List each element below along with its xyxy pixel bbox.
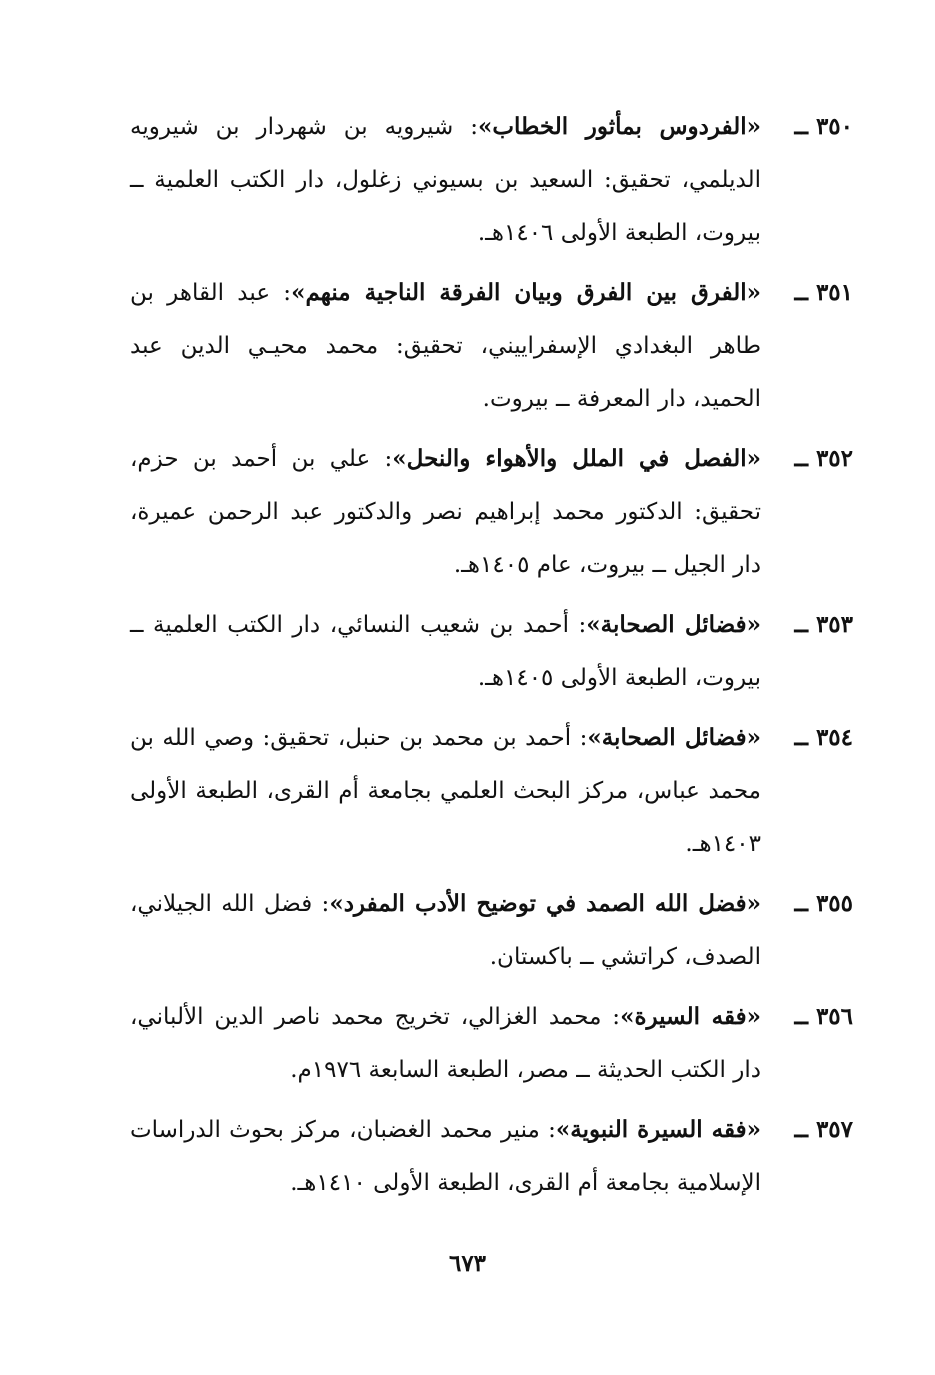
bibliography-entry-354 — [130, 711, 853, 871]
entry-title: «الفرق بين الفرق وبيان الفرقة الناجية منهم» — [291, 279, 761, 306]
page-number: ٦٧٣ — [448, 1250, 487, 1277]
entry-title: «الفصل في الملل والأهواء والنحل» — [392, 445, 761, 472]
bibliography-entry-352 — [130, 432, 853, 592]
entry-number: ٣٥٧ ــ — [794, 1116, 853, 1143]
entry-number: ٣٥٣ ــ — [794, 611, 853, 638]
entry-number: ٣٥٥ ــ — [794, 890, 853, 917]
bibliography-list — [130, 100, 853, 1210]
entry-text: : محمد الغزالي، تخريج محمد ناصر الدين الألباني، دار الكتب الحديثة ــ مصر، الطبعة السابعة ١٩٧٦م. — [130, 1004, 761, 1083]
entry-text: : شيرويه بن شهردار بن شيرويه الديلمي، تحقيق: السعيد بن بسيوني زغلول، دار الكتب العلمية ــ بيروت، الطبعة الأولى ١٤٠٦هـ. — [130, 114, 761, 246]
entry-title: «الفردوس بمأثور الخطاب» — [477, 113, 761, 140]
entry-text: : أحمد بن محمد بن حنبل، تحقيق: وصي الله بن محمد عباس، مركز البحث العلمي بجامعة أم القرى، الطبعة الأولى ١٤٠٣هـ. — [130, 725, 761, 857]
entry-text: : منير محمد الغضبان، مركز بحوث الدراسات الإسلامية بجامعة أم القرى، الطبعة الأولى ١٤١٠هـ. — [130, 1117, 761, 1196]
entry-number: ٣٥٠ ــ — [794, 113, 853, 140]
entry-title: «فضائل الصحابة» — [586, 611, 761, 638]
entry-text: : علي بن أحمد بن حزم، تحقيق: الدكتور محمد إبراهيم نصر والدكتور عبد الرحمن عميرة، دار الجيل ــ بيروت، عام ١٤٠٥هـ. — [130, 446, 761, 578]
bibliography-entry-357 — [130, 1103, 853, 1210]
bibliography-entry-356 — [130, 990, 853, 1097]
bibliography-entry-350 — [130, 100, 853, 260]
entry-text: : أحمد بن شعيب النسائي، دار الكتب العلمية ــ بيروت، الطبعة الأولى ١٤٠٥هـ. — [130, 612, 761, 691]
entry-title: «فقه السيرة النبوية» — [555, 1116, 762, 1143]
bibliography-entry-351 — [130, 266, 853, 426]
entry-title: «فضل الله الصمد في توضيح الأدب المفرد» — [329, 890, 761, 917]
entry-number: ٣٥١ ــ — [794, 279, 853, 306]
entry-text: : فضل الله الجيلاني، الصدف، كراتشي ــ باكستان. — [130, 891, 761, 970]
bibliography-entry-355 — [130, 877, 853, 984]
bibliography-entry-353 — [130, 598, 853, 705]
entry-title: «فقه السيرة» — [620, 1003, 761, 1030]
entry-text: : عبد القاهر بن طاهر البغدادي الإسفراييني، تحقيق: محمد محيـي الدين عبد الحميد، دار المعرفة ــ بيروت. — [130, 280, 761, 412]
entry-number: ٣٥٤ ــ — [794, 724, 853, 751]
entry-title: «فضائل الصحابة» — [587, 724, 761, 751]
entry-number: ٣٥٦ ــ — [794, 1003, 853, 1030]
entry-number: ٣٥٢ ــ — [794, 445, 853, 472]
